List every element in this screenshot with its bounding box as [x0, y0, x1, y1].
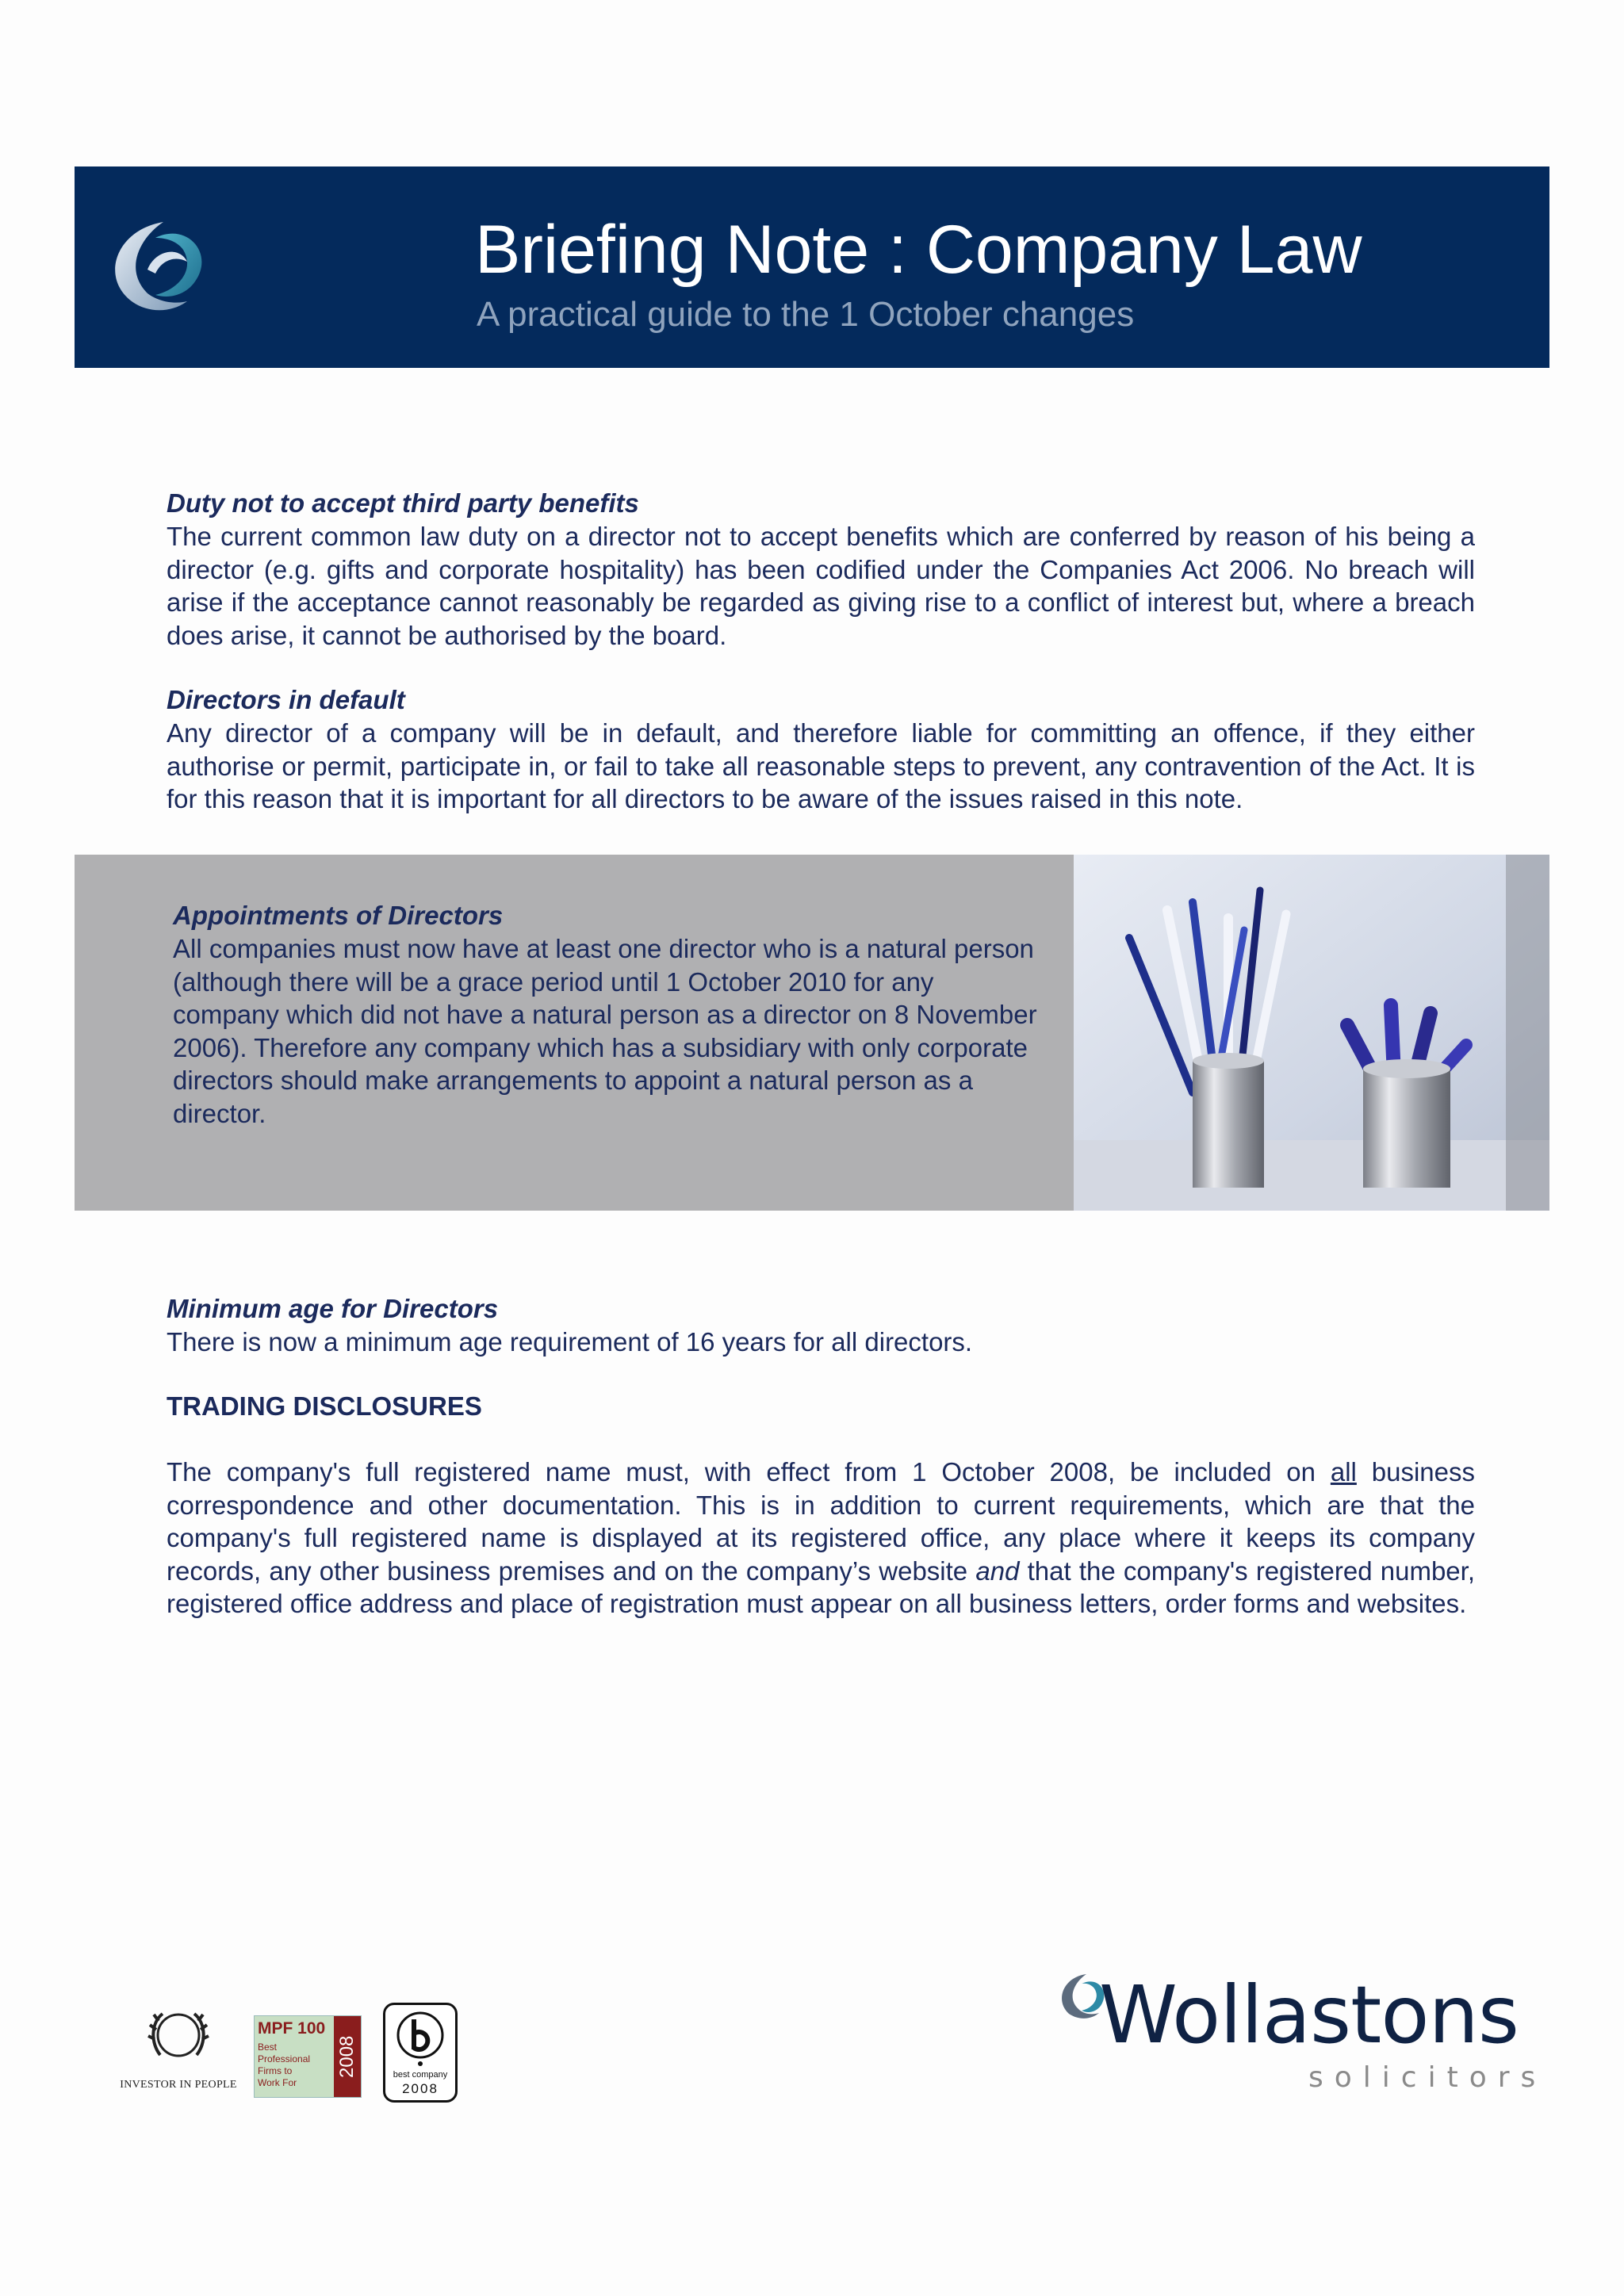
- wollastons-brand: [1047, 1968, 1547, 2103]
- section-third-party-benefits: [167, 487, 1475, 652]
- emphasis-all: all: [1330, 1457, 1357, 1487]
- b-logo-icon: [385, 2005, 455, 2068]
- section-heading: Directors in default: [167, 685, 405, 714]
- page-subtitle: A practical guide to the 1 October changes: [477, 295, 1135, 334]
- investor-in-people-logo: [111, 1999, 246, 2099]
- header-banner: [75, 166, 1549, 368]
- iip-label: INVESTOR IN PEOPLE: [120, 2079, 237, 2091]
- section-body: There is now a minimum age requirement of 16 years for all directors.: [167, 1327, 973, 1357]
- section-body: All companies must now have at least one director who is a natural person (although there will be a grace period until 1 October 2010 for any company which did not have a natural person as a director on 8 November 2006). Therefore any company which has a subsidiary with only corporate directors should make arrangements to appoint a natural person as a director.: [173, 934, 1037, 1128]
- mpf-caption: Best Professional Firms to Work For: [258, 2042, 311, 2088]
- section-body: Any director of a company will be in default, and therefore liable for committing an offence, if they either authorise or permit, participate in, or fail to take all reasonable steps to prevent, any contravention of the Act. It is for this reason that it is important for all directors to be aware of the issues raised in this note.: [167, 718, 1475, 813]
- section-heading: Duty not to accept third party benefits: [167, 488, 639, 518]
- emphasis-and: and: [975, 1556, 1020, 1586]
- section-body: The company's full registered name must, with effect from 1 October 2008, be included on all business correspondence and other documentation. This is in addition to current requirements, which are that the company's full registered name is displayed at its registered office, any place where it keeps its company records, any other business premises and on the company’s website and that the company's registered number, registered office address and place of registration must appear on all business letters, order forms and websites.: [167, 1457, 1475, 1618]
- section-heading: Minimum age for Directors: [167, 1294, 499, 1323]
- mpf-year: 2008: [334, 2016, 361, 2097]
- appointments-panel: [75, 855, 1074, 1211]
- mpf-title: MPF 100: [258, 2019, 326, 2038]
- mpf100-badge: [254, 2015, 362, 2098]
- brand-name: Wollastons: [1099, 1969, 1519, 2061]
- pens-photo: [1074, 855, 1549, 1211]
- best-company-year: 2008: [402, 2081, 439, 2096]
- section-body: The current common law duty on a director not to accept benefits which are conferred by reason of his being a director (e.g. gifts and corporate hospitality) has been codified under the Companies Act 2006. No breach will arise if the acceptance cannot reasonably be regarded as giving rise to a conflict of interest but, where a breach does arise, it cannot be authorised by the board.: [167, 522, 1475, 650]
- brand-tagline: solicitors: [1308, 2061, 1547, 2094]
- section-directors-in-default: [167, 683, 1475, 816]
- best-company-badge: [383, 2003, 458, 2103]
- swirl-logo-icon: [100, 206, 219, 325]
- best-company-label: best company: [393, 2070, 448, 2080]
- section-heading: TRADING DISCLOSURES: [167, 1391, 482, 1421]
- section-minimum-age: [167, 1292, 1475, 1359]
- accreditation-logos: [111, 1999, 476, 2103]
- laurel-wreath-icon: [111, 1999, 246, 2079]
- section-trading-disclosures: [167, 1390, 1475, 1621]
- page-title: Briefing Note : Company Law: [475, 212, 1362, 288]
- section-heading: Appointments of Directors: [173, 901, 504, 930]
